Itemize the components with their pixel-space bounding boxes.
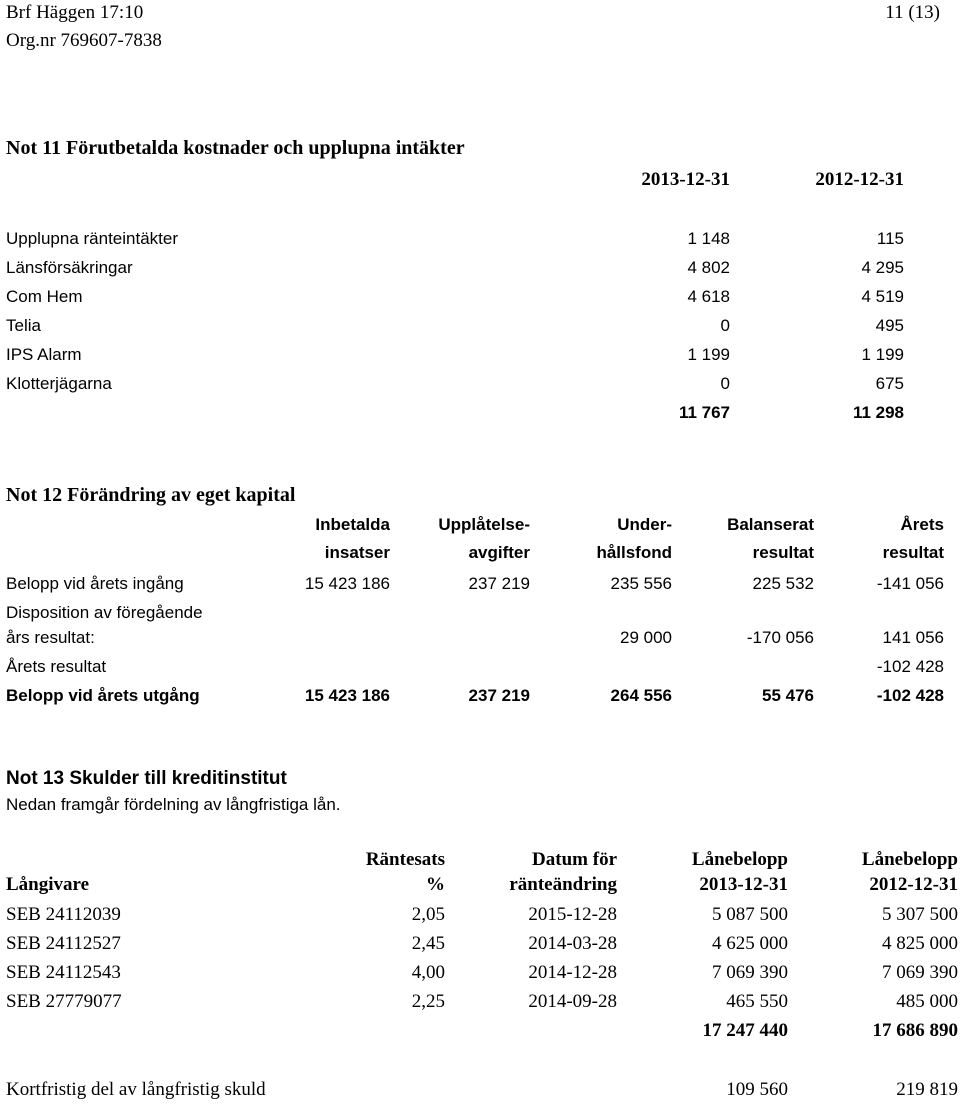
- row-label-disposition-2: års resultat:: [6, 628, 95, 647]
- loan-amount-2012: 7 069 390: [882, 962, 958, 983]
- note-11-row-label: IPS Alarm: [6, 345, 82, 364]
- loan-lender: SEB 24112543: [6, 962, 121, 983]
- note-11-col-2012: 2012-12-31: [815, 169, 904, 190]
- note-11-row-value-2013: 4 802: [687, 258, 730, 277]
- note-11-col-2013: 2013-12-31: [641, 169, 730, 190]
- col-header-lanebelopp-2013-2: 2013-12-31: [699, 874, 788, 895]
- col-header-lanebelopp-2013: Lånebelopp: [691, 849, 788, 870]
- short-term-2012: 219 819: [896, 1079, 958, 1100]
- note-11-row-value-2013: 0: [720, 374, 730, 393]
- cell: 15 423 186: [304, 686, 390, 705]
- loan-total-2012: 17 686 890: [872, 1020, 958, 1041]
- note-11-row-label: Com Hem: [6, 287, 83, 306]
- note-13-subtitle: Nedan framgår fördelning av långfristiga lån.: [6, 795, 341, 814]
- col-header-datum: Datum för: [532, 849, 617, 870]
- loan-date: 2014-03-28: [528, 933, 617, 954]
- note-11-row-value-2012: 675: [875, 374, 904, 393]
- loan-rate: 2,05: [411, 904, 445, 925]
- note-11-row-value-2013: 0: [720, 316, 730, 335]
- loan-lender: SEB 24112039: [6, 904, 121, 925]
- loan-amount-2013: 465 550: [726, 991, 788, 1012]
- col-header-lanebelopp-2012: Lånebelopp: [861, 849, 958, 870]
- org-number: Org.nr 769607-7838: [6, 30, 162, 51]
- page-number: 11 (13): [885, 2, 940, 23]
- col-header-inbetalda-2: insatser: [324, 543, 390, 562]
- loan-amount-2013: 5 087 500: [712, 904, 788, 925]
- row-label-arets-resultat: Årets resultat: [6, 657, 107, 676]
- loan-date: 2015-12-28: [528, 904, 617, 925]
- col-header-balanserat: Balanserat: [727, 515, 814, 534]
- loan-amount-2012: 5 307 500: [882, 904, 958, 925]
- col-header-rantesats: Räntesats: [365, 849, 445, 870]
- col-header-underhall: Under-: [617, 515, 672, 534]
- col-header-balanserat-2: resultat: [752, 543, 814, 562]
- cell: 264 556: [610, 686, 672, 705]
- note-11-title: Not 11 Förutbetalda kostnader och upplupna intäkter: [6, 137, 465, 159]
- note-11-row-value-2012: 115: [876, 229, 904, 248]
- col-header-arets-2: resultat: [882, 543, 944, 562]
- loan-rate: 2,45: [411, 933, 445, 954]
- loan-amount-2012: 4 825 000: [882, 933, 958, 954]
- loan-amount-2012: 485 000: [896, 991, 958, 1012]
- note-11-row-value-2012: 4 295: [861, 258, 904, 277]
- cell: 29 000: [620, 628, 672, 647]
- note-11-row-value-2013: 1 148: [687, 229, 730, 248]
- note-11-row-label: Upplupna ränteintäkter: [6, 229, 179, 248]
- loan-lender: SEB 24112527: [6, 933, 121, 954]
- loan-lender: SEB 27779077: [6, 991, 122, 1012]
- note-11-row-value-2013: 1 199: [687, 345, 730, 364]
- loan-amount-2013: 7 069 390: [712, 962, 788, 983]
- col-header-upplatelse-2: avgifter: [468, 543, 530, 562]
- cell: 225 532: [752, 574, 814, 593]
- loan-total-2013: 17 247 440: [702, 1020, 788, 1041]
- loan-amount-2013: 4 625 000: [712, 933, 788, 954]
- cell: 235 556: [610, 574, 672, 593]
- col-header-inbetalda: Inbetalda: [315, 515, 390, 534]
- note-11-row-label: Länsförsäkringar: [6, 258, 133, 277]
- loan-rate: 2,25: [411, 991, 445, 1012]
- loan-date: 2014-09-28: [528, 991, 617, 1012]
- cell: 141 056: [882, 628, 944, 647]
- col-header-underhall-2: hållsfond: [596, 543, 672, 562]
- cell: -141 056: [876, 574, 944, 593]
- row-label-ingang: Belopp vid årets ingång: [6, 574, 184, 593]
- note-11-total-2013: 11 767: [678, 403, 730, 422]
- note-11-row-value-2012: 4 519: [861, 287, 904, 306]
- cell: -170 056: [746, 628, 814, 647]
- col-header-langivare: Långivare: [6, 874, 90, 895]
- note-11-row-value-2013: 4 618: [687, 287, 730, 306]
- cell: -102 428: [876, 686, 944, 705]
- note-11-row-label: Telia: [6, 316, 41, 335]
- cell: 15 423 186: [304, 574, 390, 593]
- cell: 55 476: [762, 686, 814, 705]
- col-header-rantesats-2: %: [426, 874, 445, 895]
- row-label-utgang: Belopp vid årets utgång: [6, 686, 200, 705]
- row-label-disposition: Disposition av föregående: [6, 603, 203, 622]
- col-header-upplatelse: Upplåtelse-: [438, 515, 530, 534]
- org-name: Brf Häggen 17:10: [6, 2, 144, 23]
- note-12-title: Not 12 Förändring av eget kapital: [6, 484, 296, 506]
- loan-rate: 4,00: [411, 962, 445, 983]
- note-11-total-2012: 11 298: [852, 403, 904, 422]
- cell: 237 219: [468, 686, 530, 705]
- cell: 237 219: [468, 574, 530, 593]
- col-header-arets: Årets: [900, 515, 944, 534]
- col-header-lanebelopp-2012-2: 2012-12-31: [869, 874, 958, 895]
- note-13-title: Not 13 Skulder till kreditinstitut: [6, 768, 287, 789]
- short-term-label: Kortfristig del av långfristig skuld: [6, 1079, 266, 1100]
- short-term-2013: 109 560: [726, 1079, 788, 1100]
- note-11-row-label: Klotterjägarna: [6, 374, 112, 393]
- note-11-row-value-2012: 1 199: [861, 345, 904, 364]
- loan-date: 2014-12-28: [528, 962, 617, 983]
- cell: -102 428: [876, 657, 944, 676]
- note-11-row-value-2012: 495: [875, 316, 904, 335]
- col-header-datum-2: ränteändring: [509, 874, 617, 895]
